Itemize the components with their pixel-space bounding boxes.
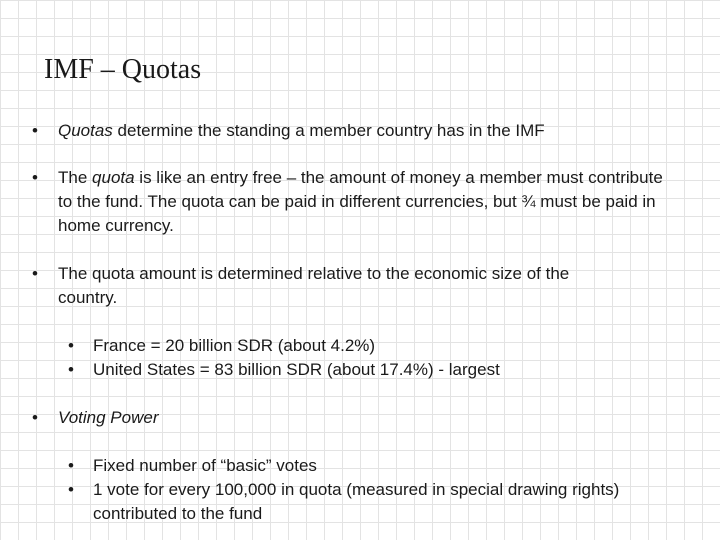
sub-bullet-basic-votes [68,454,678,478]
bullet-dot: • [32,408,38,427]
bullet-rest: determine the standing a member country has in the IMF [112,121,545,140]
sub-bullet-united-states [68,358,678,382]
bullet-dot: • [68,336,74,355]
bullet-text: United States = 83 billion SDR (about 17.4%) - largest [93,360,500,379]
emphasis: Voting Power [58,408,159,427]
bullet-dot: • [32,168,38,187]
bullet-dot: • [32,264,38,283]
bullet-text [58,119,682,143]
bullet-pre: The [58,168,93,187]
slide-title: IMF – Quotas [44,54,202,85]
sub-bullet-france [68,334,678,358]
bullet-text: 1 vote for every 100,000 in quota (measured in special drawing rights) contributed to the fund [93,480,620,523]
bullet-text: The quota amount is determined relative to the economic size of the country. [58,264,570,307]
bullet-text [58,166,680,238]
bullet-quota-definition [32,166,680,238]
bullet-voting-power [32,406,682,430]
emphasis: Quotas [58,121,113,140]
bullet-text: Fixed number of “basic” votes [93,456,317,475]
bullet-dot: • [68,456,74,475]
bullet-quota-amount [32,262,632,310]
bullet-dot: • [68,480,74,499]
bullet-text [58,406,682,430]
bullet-rest: is like an entry free – the amount of money a member must contribute to the fund. The quota can be paid in different currencies, but ¾ must be paid in home currency. [58,168,663,235]
bullet-dot: • [68,360,74,379]
bullet-text: France = 20 billion SDR (about 4.2%) [93,336,376,355]
bullet-dot: • [32,121,38,140]
bullet-quotas [32,119,682,143]
sub-bullet-quota-votes [68,478,678,526]
emphasis: quota [92,168,135,187]
